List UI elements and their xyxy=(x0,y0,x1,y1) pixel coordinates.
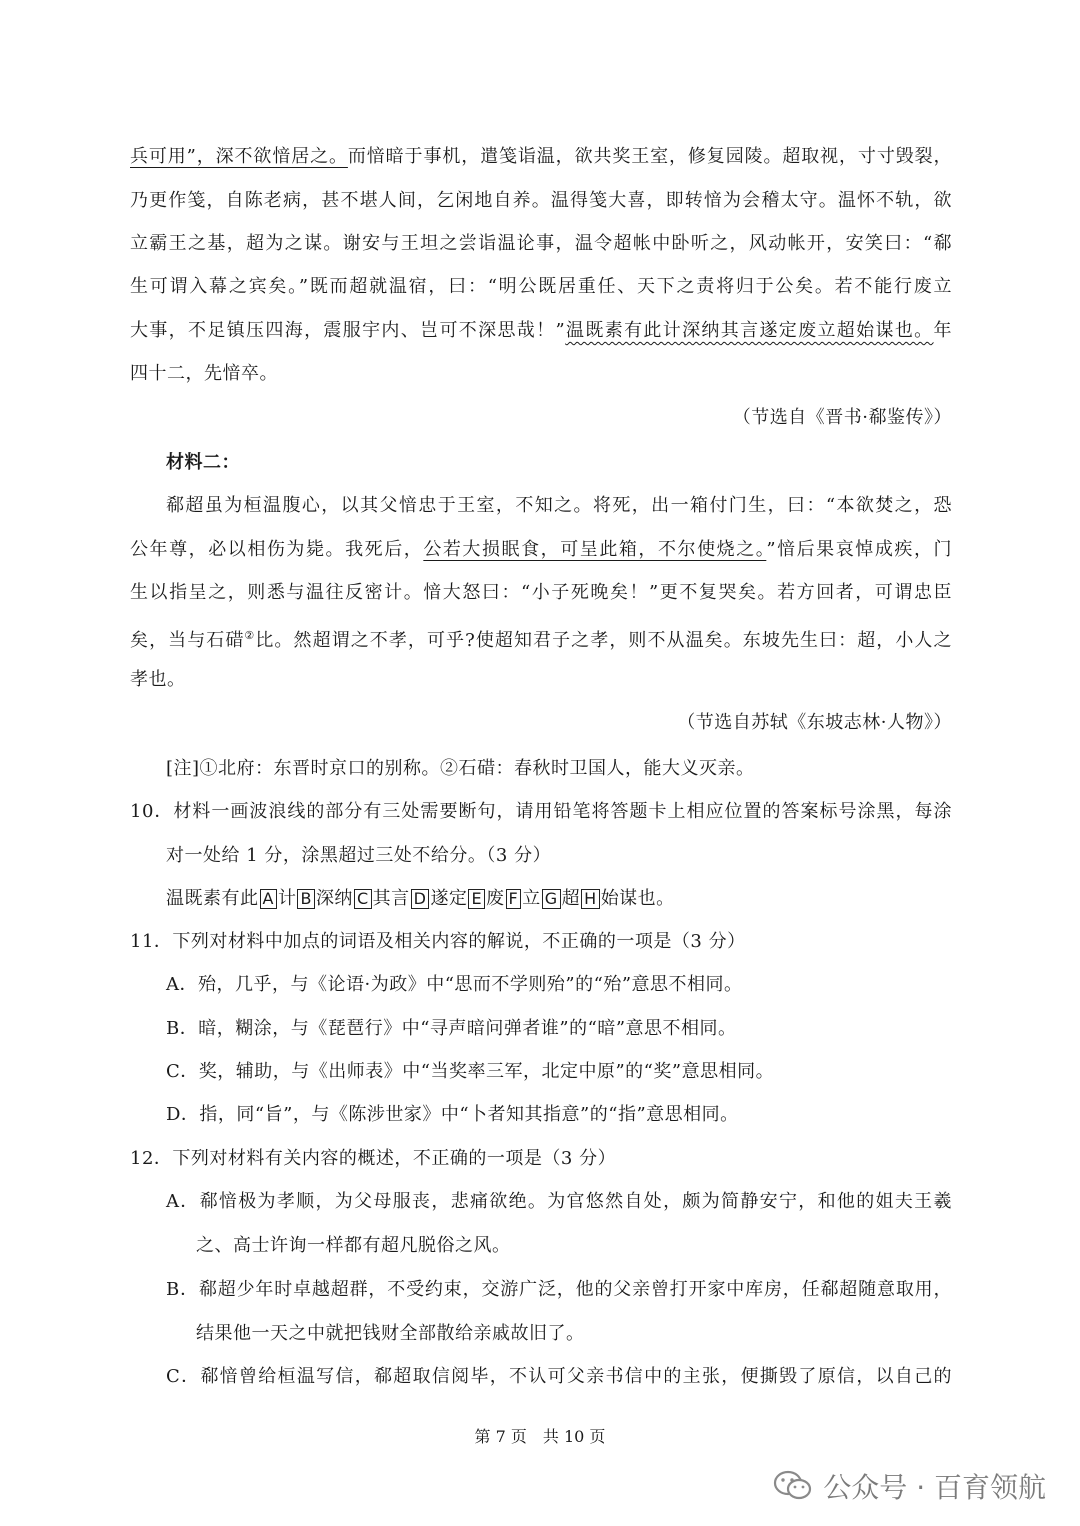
question-11-option-b: B．暗，糊涂，与《琵琶行》中“寻声暗问弹者谁”的“暗”意思不相同。 xyxy=(166,1018,737,1039)
annotation-note: [注]①北府：东晋时京口的别称。②石碏：春秋时卫国人，能大义灭亲。 xyxy=(166,758,755,779)
wechat-icon xyxy=(773,1470,813,1502)
question-12-option-b: B．郗超少年时卓越超群，不受约束，交游广泛，他的父亲曾打开家中库房，任郗超随意取用， xyxy=(166,1279,952,1300)
underlined-sentence: 公若大损眠食，可呈此箱，不尔使烧之。 xyxy=(423,539,767,560)
passage2-heading: 材料二： xyxy=(166,452,240,473)
question-12-stem: 12．下列对材料有关内容的概述，不正确的一项是（3 分） xyxy=(130,1148,617,1169)
sentence-fragment: 遂定 xyxy=(430,888,468,909)
question-11-option-c: C．奖，辅助，与《出师表》中“当奖率三军，北定中原”的“奖”意思相同。 xyxy=(166,1061,775,1082)
sentence-fragment: 计 xyxy=(277,888,297,909)
answer-box-f[interactable]: F xyxy=(506,889,522,909)
passage2-line-3: 生以指呈之，则悉与温往反密计。愔大怒曰：“小子死晚矣！”更不复哭矣。若方回者，可谓忠臣 xyxy=(130,582,952,603)
watermark xyxy=(773,1466,1046,1506)
passage2-line-2 xyxy=(130,536,952,564)
sentence-fragment: 立 xyxy=(522,888,541,909)
wavy-underlined-sentence: 温既素有此计深纳其言遂定废立超始谋也。 xyxy=(565,320,934,341)
passage-text: 公年尊，必以相伤为毙。我死后， xyxy=(130,539,424,560)
passage1-line-5 xyxy=(130,317,952,345)
passage2-source: （节选自苏轼《东坡志林·人物》） xyxy=(677,712,952,733)
passage-text: 矣，当与石碏 xyxy=(130,630,245,651)
answer-box-e[interactable]: E xyxy=(468,889,485,909)
passage1-line-6: 四十二，先愔卒。 xyxy=(130,363,278,384)
answer-box-g[interactable]: G xyxy=(542,889,561,909)
passage-text: ”愔后果哀悼成疾，门 xyxy=(766,539,953,560)
sentence-fragment: 其言 xyxy=(372,888,410,909)
passage1-line-1 xyxy=(130,143,952,171)
passage1-line-2: 乃更作笺，自陈老病，甚不堪人间，乞闲地自养。温得笺大喜，即转愔为会稽太守。温怀不轨，欲 xyxy=(130,190,952,211)
sentence-fragment: 废 xyxy=(486,888,505,909)
answer-box-b[interactable]: B xyxy=(297,889,314,909)
passage-text: 年 xyxy=(933,320,953,341)
passage2-line-5: 孝也。 xyxy=(130,669,186,690)
question-12-option-b-cont: 结果他一天之中就把钱财全部散给亲戚故旧了。 xyxy=(196,1323,585,1344)
answer-box-c[interactable]: C xyxy=(354,889,372,909)
passage2-line-1: 郗超虽为桓温腹心，以其父愔忠于王室，不知之。将死，出一箱付门生，曰：“本欲焚之，恐 xyxy=(166,495,952,516)
answer-box-h[interactable]: H xyxy=(581,889,600,909)
question-12-option-a: A．郗愔极为孝顺，为父母服丧，悲痛欲绝。为官悠然自处，颇为简静安宁，和他的姐夫王羲 xyxy=(166,1191,952,1212)
passage-text: 而愔暗于事机，遣笺诣温，欲共奖王室，修复园陵。超取视，寸寸毁裂， xyxy=(347,146,952,167)
question-11-option-a: A．殆，几乎，与《论语·为政》中“思而不学则殆”的“殆”意思不相同。 xyxy=(166,974,743,995)
answer-box-a[interactable]: A xyxy=(260,889,277,909)
passage1-line-4: 生可谓入幕之宾矣。”既而超就温宿，曰：“明公既居重任、天下之责将归于公矣。若不能行废立 xyxy=(130,276,952,297)
question-11-stem: 11．下列对材料中加点的词语及相关内容的解说，不正确的一项是（3 分） xyxy=(130,931,746,952)
passage-text: 比。然超谓之不孝，可乎?使超知君子之孝，则不从温矣。东坡先生曰：超，小人之 xyxy=(255,630,952,651)
passage-text: 大事，不足镇压四海，震服宇内、岂可不深思哉！” xyxy=(130,320,566,341)
underlined-phrase: 兵可用”，深不欲愔居之。 xyxy=(130,146,348,167)
passage1-source: （节选自《晋书·郗鉴传》） xyxy=(732,407,952,428)
passage2-line-4 xyxy=(130,622,952,655)
question-12-option-a-cont: 之、高士许询一样都有超凡脱俗之风。 xyxy=(196,1235,511,1256)
sentence-fragment: 始谋也。 xyxy=(600,888,675,909)
question-10-stem: 10．材料一画波浪线的部分有三处需要断句，请用铅笔将答题卡上相应位置的答案标号涂黑，每涂 xyxy=(130,801,952,822)
answer-box-d[interactable]: D xyxy=(411,889,430,909)
question-12-option-c: C．郗愔曾给桓温写信，郗超取信阅毕，不认可父亲书信中的主张，便撕毁了原信，以自己的 xyxy=(166,1366,952,1387)
watermark-text: 公众号 · 百育领航 xyxy=(823,1471,1046,1504)
passage1-line-3: 立霸王之基，超为之谋。谢安与王坦之尝诣温论事，温令超帐中卧听之，风动帐开，安笑曰：“郗 xyxy=(130,233,952,254)
question-10-sentence xyxy=(166,885,952,913)
page-number: 第 7 页 共 10 页 xyxy=(474,1427,606,1446)
sentence-fragment: 温既素有此 xyxy=(166,888,259,909)
question-10-stem-cont: 对一处给 1 分，涂黑超过三处不给分。（3 分） xyxy=(166,845,552,866)
sentence-fragment: 深纳 xyxy=(315,888,353,909)
sentence-fragment: 超 xyxy=(561,888,581,909)
question-11-option-d: D．指，同“旨”，与《陈涉世家》中“卜者知其指意”的“指”意思相同。 xyxy=(166,1104,739,1125)
footnote-marker: ② xyxy=(244,629,256,642)
